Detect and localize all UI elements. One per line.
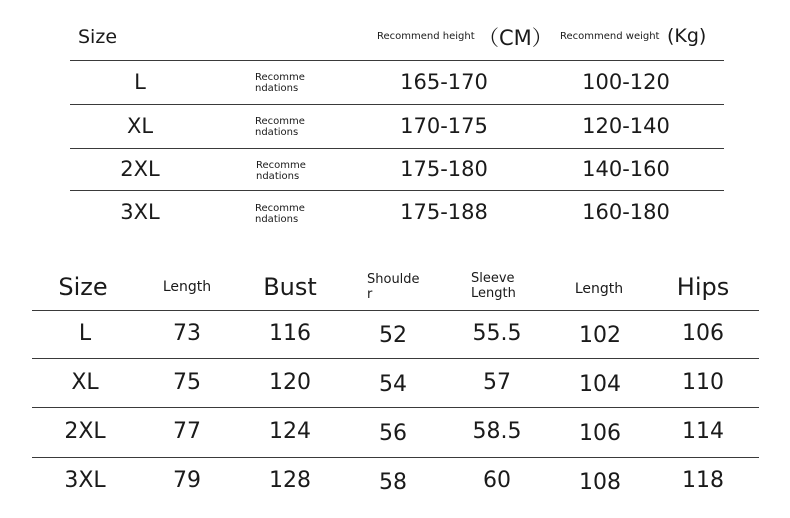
measure-row-length2: 106 [579,421,621,446]
recommend-row-height: 170-175 [400,114,488,138]
measure-row-hips: 110 [682,370,724,395]
measure-row-shoulder: 52 [379,323,407,348]
measure-sleeve-header: Sleeve Length [471,271,516,301]
recommend-row-size: 2XL [120,157,160,181]
measure-header-divider [32,310,759,311]
recommend-row-weight: 100-120 [582,70,670,94]
measure-row-hips: 106 [682,321,724,346]
measure-hips-header: Hips [676,273,730,301]
measure-row-bust: 120 [269,370,311,395]
recommend-row-weight: 160-180 [582,200,670,224]
recommend-row-divider [70,190,724,191]
recommend-weight-unit: (Kg) [667,25,707,47]
recommend-height-unit: （CM） [478,26,553,50]
measure-row-length: 73 [173,321,201,346]
recommend-row-note: Recomme ndations [255,72,305,94]
recommend-size-header: Size [78,26,118,48]
measure-row-hips: 118 [682,468,724,493]
measure-row-size: 3XL [64,468,106,493]
recommend-row-divider [70,104,724,105]
measure-row-sleeve: 55.5 [472,321,522,346]
recommend-height-label: Recommend height [377,31,475,42]
recommend-weight-label: Recommend weight [560,31,660,42]
measure-row-length2: 108 [579,470,621,495]
recommend-row-divider [70,148,724,149]
recommend-row-note: Recomme ndations [255,116,305,138]
measure-row-size: XL [71,370,99,395]
measure-row-hips: 114 [682,419,724,444]
measure-shoulder-header: Shoulde r [367,272,420,302]
recommend-row-weight: 120-140 [582,114,670,138]
measure-row-shoulder: 56 [379,421,407,446]
measure-row-sleeve: 58.5 [472,419,522,444]
measure-row-divider [32,457,759,458]
measure-row-shoulder: 54 [379,372,407,397]
measure-row-sleeve: 57 [483,370,511,395]
recommend-row-weight: 140-160 [582,157,670,181]
measure-row-length: 75 [173,370,201,395]
measure-length2-header: Length [574,281,624,297]
measure-size-header: Size [58,273,108,301]
measure-bust-header: Bust [263,273,317,301]
recommend-row-height: 175-180 [400,157,488,181]
measure-row-length2: 104 [579,372,621,397]
measure-row-bust: 128 [269,468,311,493]
measure-row-length: 77 [173,419,201,444]
measure-row-shoulder: 58 [379,470,407,495]
recommend-row-height: 165-170 [400,70,488,94]
recommend-row-note: Recomme ndations [255,203,305,225]
measure-row-divider [32,358,759,359]
measure-row-size: L [78,321,92,346]
recommend-row-height: 175-188 [400,200,488,224]
measure-row-bust: 124 [269,419,311,444]
recommend-row-note: Recomme ndations [256,160,306,182]
measure-row-length: 79 [173,468,201,493]
measure-row-divider [32,407,759,408]
recommend-row-size: XL [126,114,154,138]
measure-row-sleeve: 60 [483,468,511,493]
recommend-header-divider [70,60,724,61]
measure-row-length2: 102 [579,323,621,348]
measure-row-size: 2XL [64,419,106,444]
measure-row-bust: 116 [269,321,311,346]
recommend-row-size: L [134,70,146,94]
measure-length-header: Length [162,279,212,295]
recommend-row-size: 3XL [120,200,160,224]
